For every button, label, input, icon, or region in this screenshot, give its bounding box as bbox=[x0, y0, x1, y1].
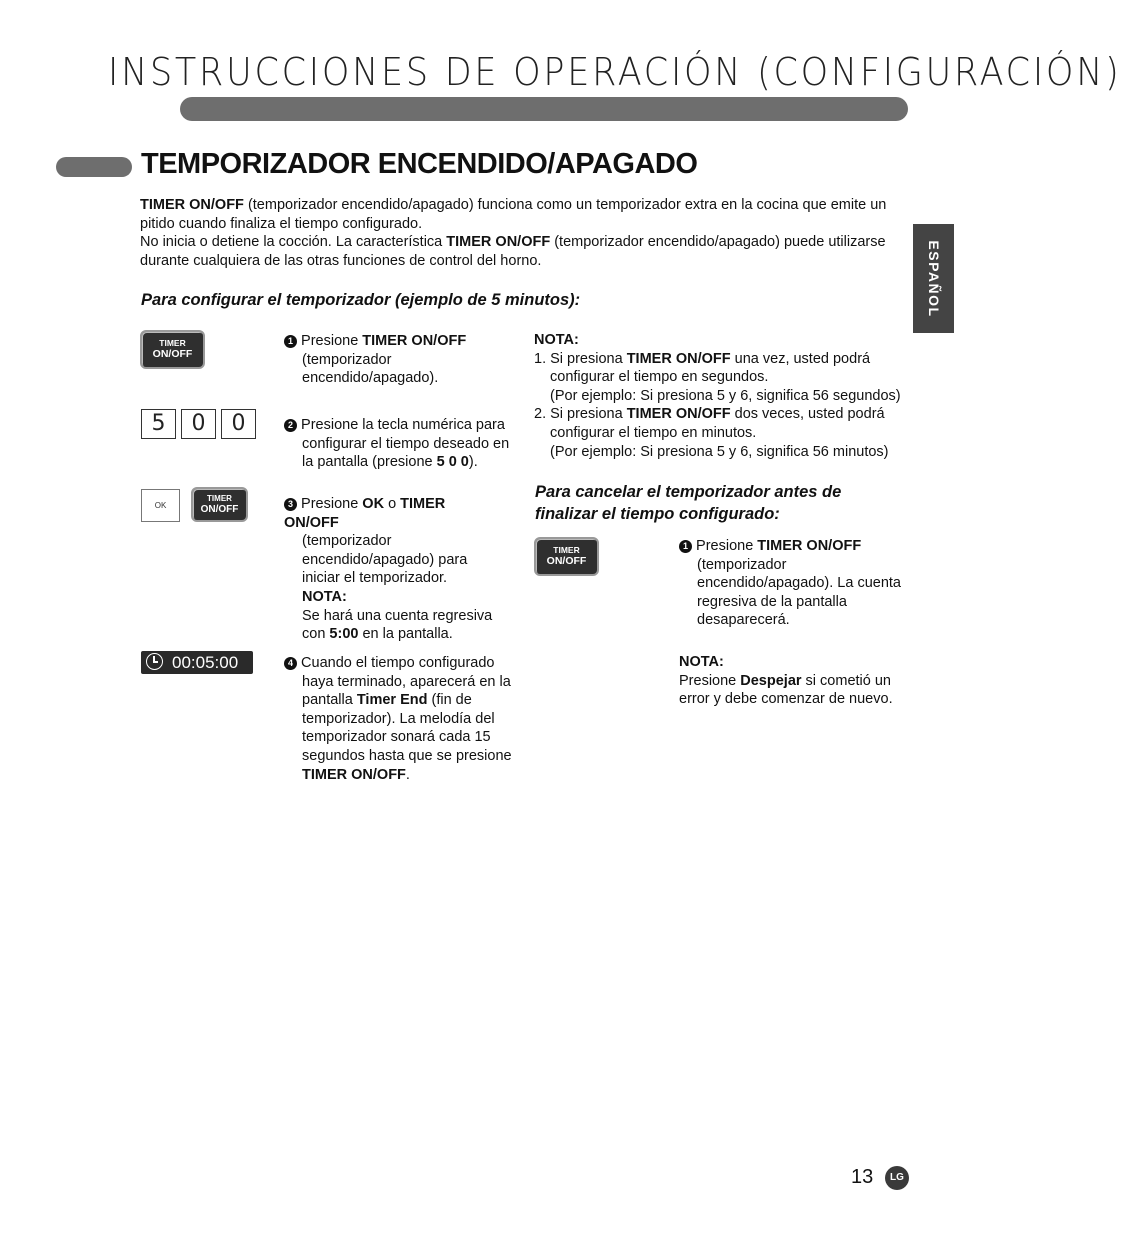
step-text: (fin de temporizador). La melodía del temporizador sonará cada 15 segundos hasta que se presione bbox=[302, 692, 512, 764]
note-clear bbox=[679, 653, 914, 709]
step-number: 1 bbox=[679, 540, 692, 553]
step-1 bbox=[284, 332, 499, 388]
step-term: TIMER ON/OFF bbox=[302, 766, 406, 783]
timer-button-line2: ON/OFF bbox=[152, 348, 193, 360]
ok-button: OK bbox=[141, 489, 180, 522]
intro-text-1: (temporizador encendido/apagado) funciona como un temporizador extra en la cocina que emite un pitido cuando finaliza el tiempo configurado. bbox=[140, 197, 887, 232]
step-text: Presione bbox=[301, 333, 363, 349]
step-term: OK bbox=[362, 496, 385, 512]
note-text: 2. Si presiona bbox=[534, 406, 627, 423]
timer-button-line1: TIMER bbox=[159, 338, 186, 348]
timer-on-off-button bbox=[534, 537, 599, 576]
note-label: NOTA: bbox=[534, 332, 579, 348]
intro-text-2a: No inicia o detiene la cocción. La característica bbox=[140, 234, 447, 251]
step-term: Timer End bbox=[356, 692, 428, 709]
header-bar bbox=[180, 97, 908, 121]
step-text: . bbox=[405, 766, 410, 783]
language-tab bbox=[913, 224, 954, 333]
step-term: 5 0 0 bbox=[436, 454, 469, 471]
page-header-title: INSTRUCCIONES DE OPERACIÓN (CONFIGURACIÓN) bbox=[108, 50, 1122, 94]
logo-text: LG bbox=[890, 1172, 904, 1183]
step-text: Presione la tecla numérica para configurar el tiempo deseado en la pantalla (presione bbox=[301, 417, 510, 471]
step-text: o bbox=[384, 496, 401, 512]
numeric-key-0: 0 bbox=[181, 409, 216, 439]
step-number: 2 bbox=[284, 419, 297, 432]
step-term: TIMER ON/OFF bbox=[284, 496, 446, 531]
section-title: TEMPORIZADOR ENCENDIDO/APAGADO bbox=[141, 148, 698, 180]
note-item-2 bbox=[534, 405, 914, 442]
clock-icon bbox=[146, 653, 163, 670]
display-time: 00:05:00 bbox=[172, 653, 239, 672]
step-text: ). bbox=[468, 454, 478, 471]
note-term: Despejar bbox=[740, 672, 802, 689]
numeric-key-0: 0 bbox=[221, 409, 256, 439]
step-text: Presione bbox=[301, 496, 363, 512]
timer-on-off-button bbox=[191, 487, 248, 522]
numeric-key-5: 5 bbox=[141, 409, 176, 439]
step-text: (temporizador encendido/apagado) para iniciar el temporizador. bbox=[302, 533, 468, 587]
step-term: TIMER ON/OFF bbox=[757, 538, 862, 554]
step-4 bbox=[284, 654, 517, 784]
step-number: 1 bbox=[284, 335, 297, 348]
timer-button-line1: TIMER bbox=[553, 545, 580, 555]
step-text: Cuando el tiempo configurado haya terminado, aparecerá en la pantalla bbox=[301, 655, 511, 709]
note-text: Presione bbox=[679, 672, 741, 689]
note-text: 1. Si presiona bbox=[534, 350, 627, 367]
timer-button-line2: ON/OFF bbox=[546, 555, 587, 567]
intro-text bbox=[140, 196, 910, 270]
step-3 bbox=[284, 495, 499, 644]
subhead-set-timer: Para configurar el temporizador (ejemplo de 5 minutos): bbox=[141, 291, 581, 309]
note-label: NOTA: bbox=[679, 654, 724, 670]
step-2 bbox=[284, 416, 517, 472]
note-text: dos veces, usted podrá configurar el tiempo en minutos. bbox=[550, 406, 885, 441]
lg-logo bbox=[885, 1166, 909, 1190]
timer-on-off-button bbox=[140, 330, 205, 369]
note-term: TIMER ON/OFF bbox=[626, 350, 731, 367]
step-note-text bbox=[284, 607, 499, 644]
note-box bbox=[534, 331, 914, 461]
subhead-cancel-timer: Para cancelar el temporizador antes de finalizar el tiempo configurado: bbox=[535, 483, 842, 523]
language-tab-label: ESPAÑOL bbox=[925, 239, 942, 318]
note-example: (Por ejemplo: Si presiona 5 y 6, significa 56 segundos) bbox=[550, 387, 901, 404]
timer-button-line1: TIMER bbox=[207, 494, 232, 503]
step-text: Se hará una cuenta regresiva con bbox=[302, 607, 493, 643]
note-item-1 bbox=[534, 350, 914, 387]
step-note-label: NOTA: bbox=[302, 588, 347, 605]
page-number: 13 bbox=[851, 1166, 874, 1188]
intro-term-2: TIMER ON/OFF bbox=[446, 234, 551, 251]
note-example: (Por ejemplo: Si presiona 5 y 6, significa 56 minutos) bbox=[550, 443, 889, 460]
step-text: Presione bbox=[696, 538, 758, 554]
step-text: (temporizador encendido/apagado). bbox=[302, 351, 439, 387]
step-text: (temporizador encendido/apagado). La cuenta regresiva de la pantalla desaparecerá. bbox=[697, 556, 901, 629]
note-term: TIMER ON/OFF bbox=[626, 406, 731, 423]
step-text: en la pantalla. bbox=[358, 626, 453, 643]
timer-display bbox=[141, 651, 253, 674]
step-term: TIMER ON/OFF bbox=[362, 333, 467, 349]
timer-button-line2: ON/OFF bbox=[200, 504, 239, 515]
step-term: 5:00 bbox=[329, 626, 359, 643]
step-number: 3 bbox=[284, 498, 297, 511]
section-marker bbox=[56, 157, 132, 177]
note-text: si cometió un error y debe comenzar de nuevo. bbox=[679, 672, 893, 708]
note-text: una vez, usted podrá configurar el tiempo en segundos. bbox=[550, 350, 871, 386]
cancel-step-1 bbox=[679, 537, 914, 630]
intro-term: TIMER ON/OFF bbox=[140, 197, 244, 213]
step-number: 4 bbox=[284, 657, 297, 670]
intro-text-2b: (temporizador encendido/apagado) puede utilizarse durante cualquiera de las otras funciones de control del horno. bbox=[140, 234, 886, 269]
